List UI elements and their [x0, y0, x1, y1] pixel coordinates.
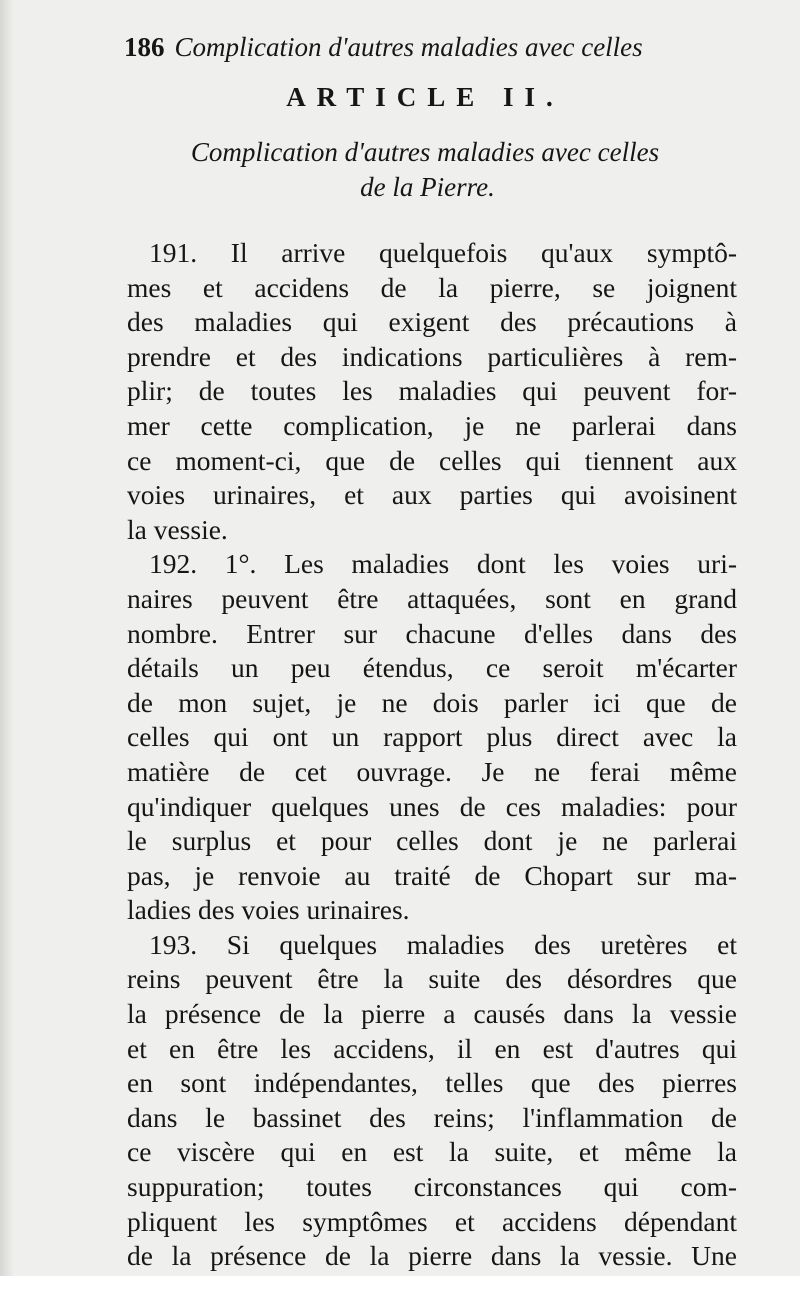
running-title: Complication d'autres maladies avec celles	[174, 32, 643, 62]
text-line: dans le bassinet des reins; l'inflammation de	[127, 1101, 737, 1133]
body-text	[127, 236, 737, 1293]
text-line: suppuration; toutes circonstances qui com-	[127, 1171, 737, 1203]
text-line: de mon sujet, je ne dois parler ici que de	[127, 686, 737, 718]
text-line: qu'indiquer quelques unes de ces maladies: pour	[127, 790, 737, 822]
text-line: mes et accidens de la pierre, se joignent	[127, 271, 737, 303]
text-line: mer cette complication, je ne parlerai dans	[127, 409, 737, 441]
text-line: en sont indépendantes, telles que des pierres	[127, 1067, 737, 1099]
page-number: 186	[124, 32, 165, 62]
text-line: la vessie.	[127, 513, 228, 545]
text-line: matière de cet ouvrage. Je ne ferai même	[127, 755, 737, 787]
text-line: et en être les accidens, il en est d'autres qui	[127, 1032, 737, 1064]
article-subtitle-line-1: Complication d'autres maladies avec celles	[190, 137, 660, 167]
text-line: pliquent les symptômes et accidens dépendant	[127, 1205, 737, 1237]
text-line: la présence de la pierre a causés dans la vessie	[127, 998, 737, 1030]
text-line: ce moment-ci, que de celles qui tiennent aux	[127, 444, 737, 476]
text-line: 191. Il arrive quelquefois qu'aux symptô-	[149, 237, 737, 268]
text-line: naires peuvent être attaquées, sont en grand	[127, 582, 737, 614]
text-line: le surplus et pour celles dont je ne parlerai	[127, 825, 737, 857]
article-heading: ARTICLE II.	[286, 82, 564, 112]
text-line: prendre et des indications particulières à rem-	[127, 340, 737, 372]
text-line: nombre. Entrer sur chacune d'elles dans des	[127, 617, 737, 649]
page-bottom-margin	[0, 1276, 800, 1293]
text-line: reins peuvent être la suite des désordres que	[127, 963, 737, 995]
text-line: détails un peu étendus, ce seroit m'écarter	[127, 652, 737, 684]
text-line: ladies des voies urinaires.	[127, 894, 410, 926]
article-subtitle-line-2: de la Pierre.	[360, 172, 495, 202]
text-line: des maladies qui exigent des précautions à	[127, 306, 737, 338]
text-line: 192. 1°. Les maladies dont les voies uri-	[149, 548, 737, 580]
text-line: ce viscère qui en est la suite, et même la	[127, 1136, 737, 1168]
text-line: plir; de toutes les maladies qui peuvent for-	[127, 375, 737, 407]
text-line: pas, je renvoie au traité de Chopart sur ma-	[127, 859, 737, 891]
text-line: voies urinaires, et aux parties qui avoisinent	[127, 479, 737, 511]
text-line: de la présence de la pierre dans la vessie. Une	[127, 1240, 737, 1272]
running-header	[124, 32, 694, 63]
text-line: celles qui ont un rapport plus direct avec la	[127, 721, 737, 753]
text-line: 193. Si quelques maladies des uretères et	[149, 928, 737, 960]
